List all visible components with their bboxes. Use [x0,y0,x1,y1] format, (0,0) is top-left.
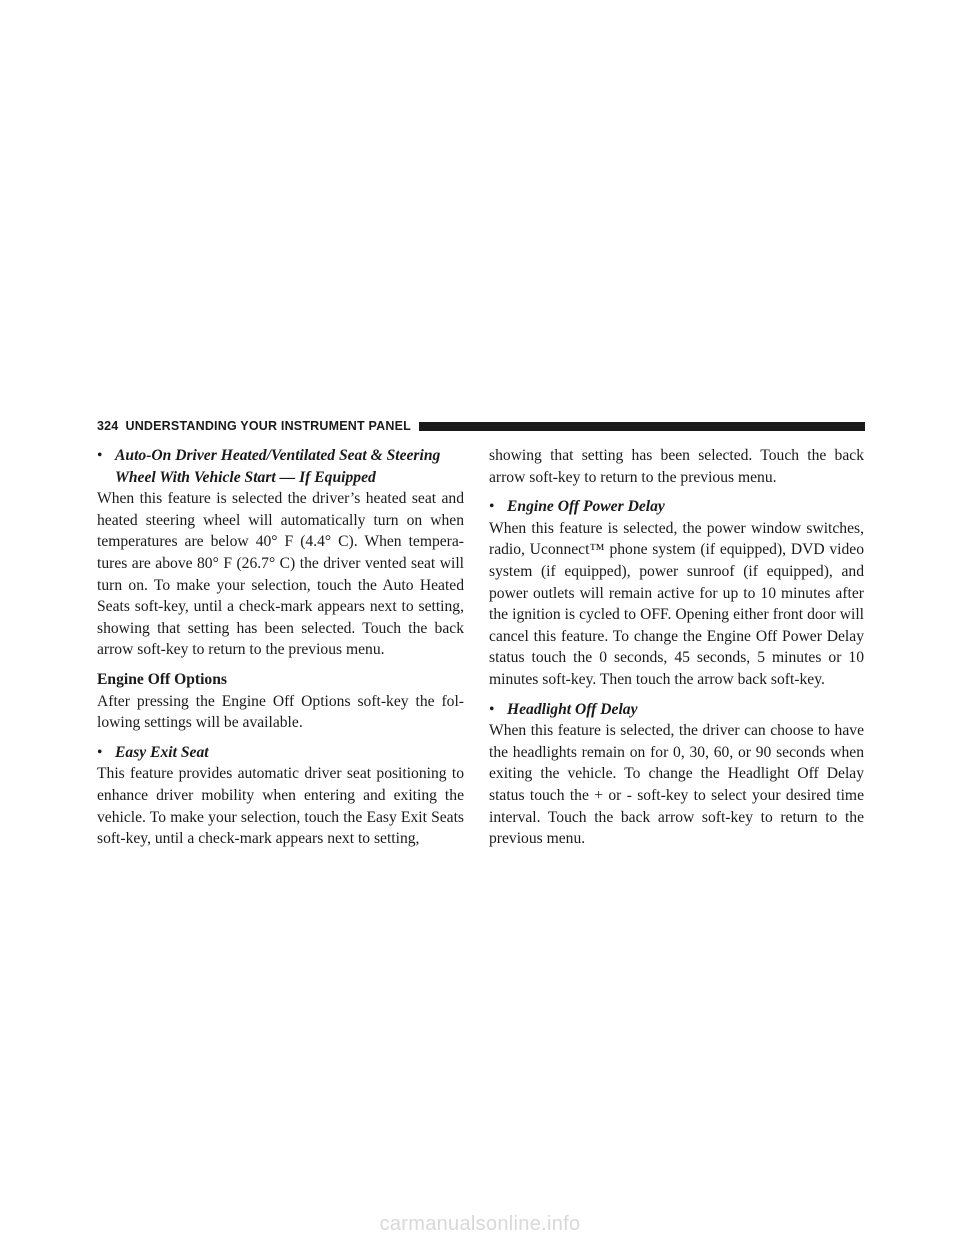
bullet-auto-on [97,445,464,488]
bullet-icon: • [97,743,103,761]
bullet-headlight-off-delay-text: Headlight Off Delay [507,700,638,718]
left-column [97,445,464,850]
bullet-auto-on-text: Auto-On Driver Heated/Ventilated Seat & Steering Wheel With Vehicle Start — If Equipped [115,447,441,486]
page-number: 324 [97,419,119,433]
bullet-icon: • [489,700,495,718]
paragraph-easy-exit-seat: This feature provides automatic driver seat positioning to enhance driver mobility when entering and exiting the vehicle. To make your selection, touch the Easy Exit Seats soft-key, until a check-mark appears next to setting, [97,765,464,848]
bullet-headlight-off-delay [489,699,864,721]
page-header [97,418,865,434]
paragraph-headlight-off-delay: When this feature is selected, the driver can choose to have the headlights remain on for 0, 30, 60, or 90 seconds when exiting the vehicle. To change the Headlight Off Delay status touch the + or - soft-key to select your desired time interval. Touch the back arrow soft-key to return to the previous menu. [489,722,864,848]
bullet-engine-off-power-delay [489,496,864,518]
paragraph-engine-off-options: After pressing the Engine Off Options soft-key the fol-lowing settings will be available. [97,692,464,732]
bullet-icon: • [489,498,495,516]
bullet-engine-off-power-delay-text: Engine Off Power Delay [507,498,665,516]
header-rule [419,422,865,431]
heading-engine-off-options: Engine Off Options [97,670,227,688]
bullet-icon: • [97,447,103,464]
paragraph-auto-on: When this feature is selected the driver’s heated seat and heated steering wheel will automatically turn on when temperatures are below 40° F (4.4° C). When tempera-tures are above 80° F (26.7° C) the driver vented seat will turn on. To make your selection, touch the Auto Heated Seats soft-key, until a check-mark appears next to setting, showing that setting has been selected. Touch the back arrow soft-key to return to the previous menu. [97,490,464,659]
right-column [489,445,864,850]
paragraph-engine-off-power-delay: When this feature is selected, the power window switches, radio, Uconnect™ phone system (if equipped), DVD video system (if equipped), power sunroof (if equipped), and power outlets will remain active for up to 10 minutes after the ignition is cycled to OFF. Opening either front door will cancel this feature. To change the Engine Off Power Delay status touch the 0 seconds, 45 seconds, 5 minutes or 10 minutes soft-key. Then touch the arrow back soft-key. [489,519,864,688]
paragraph-easy-exit-seat-continued: showing that setting has been selected. Touch the back arrow soft-key to return to the previous menu. [489,447,864,486]
bullet-easy-exit-seat [97,742,464,764]
bullet-easy-exit-seat-text: Easy Exit Seat [115,743,209,761]
section-title: UNDERSTANDING YOUR INSTRUMENT PANEL [125,419,411,433]
watermark: carmanualsonline.info [379,1213,581,1235]
